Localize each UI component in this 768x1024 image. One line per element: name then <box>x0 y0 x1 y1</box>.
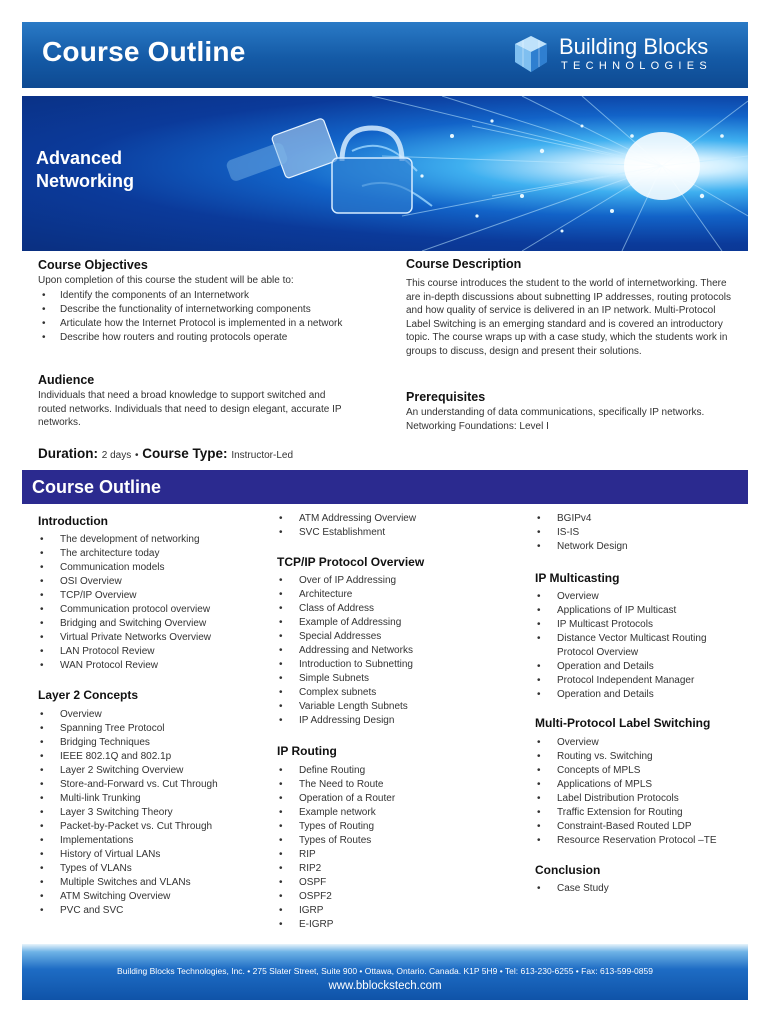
list-item: • Special Addresses <box>277 630 517 644</box>
duration-value: 2 days <box>101 450 132 461</box>
list-item: • OSPF <box>277 876 517 890</box>
list-item: • Simple Subnets <box>277 672 517 686</box>
list-item: • Implementations <box>38 834 248 848</box>
list-item: • Operation and Details <box>535 688 745 702</box>
routing-heading: IP Routing <box>277 744 337 758</box>
list-item: • Operation and Details <box>535 660 745 674</box>
list-item: • ATM Addressing Overview <box>277 512 517 526</box>
list-item: • Types of VLANs <box>38 862 248 876</box>
list-item: • Define Routing <box>277 764 517 778</box>
conclusion-heading: Conclusion <box>535 863 601 877</box>
list-item: • Over of IP Addressing <box>277 574 517 588</box>
audience-text: Individuals that need a broad knowledge to support switched and routed networks. Individuals that need to design elegant, accurate IP networks. <box>38 390 342 428</box>
duration-label: Duration: <box>38 446 98 461</box>
description-heading: Course Description <box>406 257 522 271</box>
list-item: • ATM Switching Overview <box>38 890 248 904</box>
list-item: • OSPF2 <box>277 890 517 904</box>
list-item: • Packet-by-Packet vs. Cut Through <box>38 820 248 834</box>
course-outline-bar <box>22 470 748 504</box>
list-item: • Overview <box>535 590 745 604</box>
list-item: • History of Virtual LANs <box>38 848 248 862</box>
tcpip-heading: TCP/IP Protocol Overview <box>277 555 425 569</box>
list-item: • SVC Establishment <box>277 526 517 540</box>
objectives-list <box>38 289 368 345</box>
objectives-heading: Course Objectives <box>38 258 148 272</box>
list-item: • IP Addressing Design <box>277 714 517 728</box>
course-name-line2: Networking <box>36 171 135 191</box>
list-item: • Network Design <box>535 540 745 554</box>
course-type-label: Course Type: <box>142 446 228 461</box>
list-item: • Operation of a Router <box>277 792 517 806</box>
list-item: • Case Study <box>535 882 745 896</box>
list-item: • IP Multicast Protocols <box>535 618 745 632</box>
list-item: • Overview <box>38 708 248 722</box>
list-item: • IS-IS <box>535 526 745 540</box>
logo-subtitle: TECHNOLOGIES <box>561 60 713 72</box>
list-item: • Resource Reservation Protocol –TE <box>535 834 745 848</box>
list-item: • Label Distribution Protocols <box>535 792 745 806</box>
hero-banner <box>22 96 748 251</box>
course-name <box>36 147 134 193</box>
list-item: • TCP/IP Overview <box>38 589 268 603</box>
list-item: • Traffic Extension for Routing <box>535 806 745 820</box>
mpls-list <box>535 736 745 848</box>
list-item: • Concepts of MPLS <box>535 764 745 778</box>
course-outline-title: Course Outline <box>32 477 162 497</box>
list-item: • Describe the functionality of internetworking components <box>38 303 368 317</box>
list-item: • Communication protocol overview <box>38 603 268 617</box>
list-item: • Describe how routers and routing protocols operate <box>38 331 368 345</box>
header-band <box>22 22 748 88</box>
list-item: • Layer 3 Switching Theory <box>38 806 248 820</box>
list-item: • The architecture today <box>38 547 268 561</box>
list-item: • Communication models <box>38 561 268 575</box>
ethernet-connector-shape <box>225 118 338 183</box>
list-item: • Spanning Tree Protocol <box>38 722 248 736</box>
list-item: • Store-and-Forward vs. Cut Through <box>38 778 230 792</box>
list-item: • Virtual Private Networks Overview <box>38 631 268 645</box>
list-item: • IGRP <box>277 904 517 918</box>
company-logo <box>511 32 726 78</box>
logo-name: Building Blocks <box>559 34 709 59</box>
col2-top-list <box>277 512 517 540</box>
list-item: • Types of Routes <box>277 834 517 848</box>
list-item: • BGIPv4 <box>535 512 745 526</box>
objectives-intro: Upon completion of this course the student will be able to: <box>38 275 294 286</box>
list-item: • OSI Overview <box>38 575 268 589</box>
list-item: • Multi-link Trunking <box>38 792 248 806</box>
list-item: • Complex subnets <box>277 686 517 700</box>
multicast-heading: IP Multicasting <box>535 571 620 585</box>
description-text: This course introduces the student to the world of internetworking. There are in-depth discussions about subnetting IP addresses, routing protocols and how quality of service is delivered in an IP network. Multi-Protocol Label Switching is an emerging standard and is covered an introductory topic. The course wraps up with a case study, which the students work in groups to discuss, design and present their solutions. <box>406 278 732 357</box>
list-item: • Types of Routing <box>277 820 517 834</box>
tcpip-list <box>277 574 517 728</box>
list-item: • Bridging Techniques <box>38 736 248 750</box>
list-item: • Example network <box>277 806 517 820</box>
list-item: • PVC and SVC <box>38 904 248 918</box>
list-item: • E-IGRP <box>277 918 517 932</box>
list-item: • The development of networking <box>38 533 268 547</box>
list-item: • RIP2 <box>277 862 517 876</box>
list-item: • LAN Protocol Review <box>38 645 268 659</box>
list-item: • Addressing and Networks <box>277 644 517 658</box>
course-name-line1: Advanced <box>36 148 123 168</box>
list-item: • Constraint-Based Routed LDP <box>535 820 745 834</box>
introduction-heading: Introduction <box>38 514 108 528</box>
list-item: • Class of Address <box>277 602 517 616</box>
multicast-list <box>535 590 745 702</box>
list-item: • Routing vs. Switching <box>535 750 745 764</box>
page-title: Course Outline <box>42 36 246 67</box>
list-item: • The Need to Route <box>277 778 517 792</box>
course-type-value: Instructor-Led <box>231 450 294 461</box>
list-item: • Variable Length Subnets <box>277 700 517 714</box>
list-item: • Identify the components of an Internetwork <box>38 289 368 303</box>
list-item: • Articulate how the Internet Protocol is implemented in a network <box>38 317 368 331</box>
introduction-list <box>38 533 268 673</box>
list-item: • Bridging and Switching Overview <box>38 617 268 631</box>
padlock-shape <box>332 128 412 213</box>
conclusion-list <box>535 882 745 896</box>
building-blocks-cubes-icon <box>511 34 551 74</box>
website-link[interactable]: www.bblockstech.com <box>328 980 442 992</box>
list-item: • Layer 2 Switching Overview <box>38 764 248 778</box>
list-item: • Distance Vector Multicast Routing Protocol Overview <box>535 632 745 660</box>
routing-list <box>277 764 517 932</box>
list-item: • Example of Addressing <box>277 616 517 630</box>
list-item: • Applications of IP Multicast <box>535 604 745 618</box>
list-item: • Introduction to Subnetting <box>277 658 517 672</box>
mpls-heading: Multi-Protocol Label Switching <box>535 716 711 730</box>
list-item: • WAN Protocol Review <box>38 659 268 673</box>
list-item: • RIP <box>277 848 517 862</box>
prerequisites-heading: Prerequisites <box>406 390 486 404</box>
layer2-heading: Layer 2 Concepts <box>38 688 139 702</box>
footer-address: Building Blocks Technologies, Inc. • 275 Slater Street, Suite 900 • Ottawa, Ontario. Canada. K1P 5H9 • Tel: 613-230-6255 • Fax: 613-599-0859 <box>117 966 653 976</box>
list-item: • Multiple Switches and VLANs <box>38 876 248 890</box>
audience-heading: Audience <box>38 373 95 387</box>
duration-and-type <box>38 446 293 461</box>
list-item: • Applications of MPLS <box>535 778 745 792</box>
list-item: • IEEE 802.1Q and 802.1p <box>38 750 248 764</box>
footer <box>22 944 748 1000</box>
prerequisites-text: An understanding of data communications, specifically IP networks. Networking Foundations: Level I <box>406 407 705 432</box>
list-item: • Protocol Independent Manager <box>535 674 745 688</box>
list-item: • Overview <box>535 736 745 750</box>
list-item: • Architecture <box>277 588 517 602</box>
separator: • <box>135 450 139 461</box>
layer2-list <box>38 708 248 918</box>
col3-top-list <box>535 512 745 554</box>
